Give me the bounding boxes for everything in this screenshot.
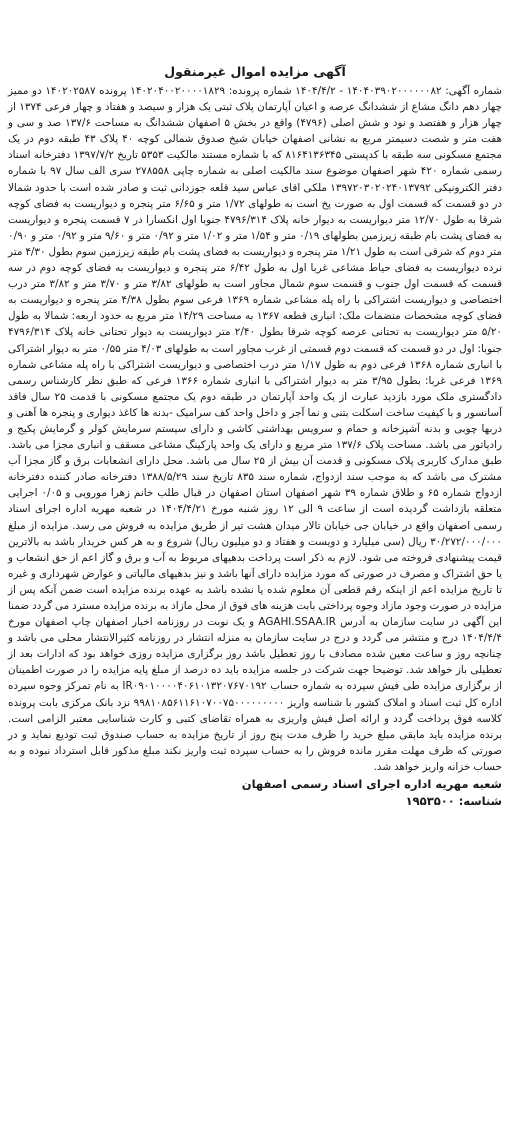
notice-title: آگهی مزایده اموال غیرمنقول [164, 64, 346, 79]
notice-body-text: شماره آگهی: ۱۴۰۴۰۳۹۰۲۰۰۰۰۰۰۸۲ - ۱۴۰۴/۴/۲ شماره پرونده: ۱۴۰۲۰۴۰۰۲۰۰۰۰۱۸۲۹ پرونده ۱۴۰۲۰۲۵۸۷ دو ممیز چهار دهم دانگ مشاع از ششدانگ عرصه و اعیان آپارتمان پلاک ثبتی یک هزار و سیصد و هفتاد و چهار فرعی ۱۳۷۴ از چهار هزار و هفتصد و نود و شش اصلی (۴۷۹۶) واقع در بخش ۵ اصفهان ششدانگ به مساحت ۱۳۷/۶ صد و سی و هفت متر و شصت دسیمتر مربع به نشانی اصفهان خیابان شیخ صدوق شمالی کوچه ۴۰ پلاک ۴۳ طبقه دوم در یک مجتمع مسکونی سه طبقه با کدپستی ۸۱۶۴۱۳۶۳۴۵ که با شماره مستند مالکیت ۵۳۵۳ تاریخ ۱۳۹۷/۷/۲ دفترخانه اسناد رسمی شماره ۴۲۰ شهر اصفهان موضوع سند مالکیت اصلی به شماره چاپی ۲۷۸۵۵۸ سری الف سال ۹۷ با شماره دفتر الکترونیکی ۱۳۹۷۲۰۳۰۲۰۲۴۰۱۳۷۹۲ ملکی اقای عباس سید قلعه جوزدانی ثبت و صادر شده است با حدود شمالا در دو قسمت که قسمت اول به صورت پخ است به طولهای ۱/۷۲ متر و ۶/۶۵ متر پنجره و دیواریست به فضای کوچه شرقا به طول ۱۲/۷۰ متر دیواریست به دیوار خانه پلاک ۴۷۹۶/۳۱۴ جنوبا اول انکسارا در ۷ قسمت پنجره و دیواریست به فضای پشت بام طبقه زیرزمین بطولهای ۰/۱۹ متر و ۱/۵۴ متر و ۱/۰۲ متر و ۰/۹۲ متر و ۹/۶۰ متر و ۰/۹۲ متر و ۰/۹۰ متر دوم که شرقی است به طول ۱/۲۱ متر پنجره و دیواریست به فضای پشت بام طبقه زیرزمین سوم بطول ۴/۳۰ متر نرده دیواریست به فضای حیاط مشاعی غربا اول به طول ۶/۴۲ متر پنجره و دیواریست به فضای کوچه دوم در سه قسمت که قسمت اول جنوب و قسمت سوم شمال مجاور است به طولهای ۳/۸۲ متر و ۳/۷۰ متر و ۳/۸۲ متر درب اختصاصی و دیواریست اشتراکی با راه پله مشاعی شماره ۱۳۶۹ فرعی سوم بطول ۴/۳۸ متر پنجره و دیواریست به فضای کوچه مشخصات منضمات ملک: انباری قطعه ۱۳۶۷ به مساحت ۱۴/۲۹ متر مربع به حدود اربعه: شمالا به طول ۵/۲۰ متر دیواریست به تحتانی عرصه کوچه شرقا بطول ۲/۴۰ متر دیواریست به دیوار تحتانی خانه پلاک ۴۷۹۶/۳۱۴ جنوبا: اول در دو قسمت که قسمت دوم قسمتی از غرب مجاور است به طولهای ۴/۰۳ متر ۰/۵۵ متر به دیوار اشتراکی با انباری شماره ۱۳۶۸ فرعی دوم به طول ۱/۱۷ متر درب اختصاصی و دیواریست اشتراکی با راه پله مشاعی شماره ۱۳۶۹ فرعی غربا: بطول ۳/۹۵ متر به دیوار اشتراکی با انباری شماره ۱۳۶۶ فرعی که طبق نظر کارشناس رسمی دادگستری ملک مورد بازدید عبارت از یک واحد آپارتمان در طبقه دوم یک مجتمع مسکونی با قدمت ۲۵ سال فاقد آسانسور و با کیفیت ساخت اسکلت بتنی و نما آجر و داخل واحد کف سرامیک -بدنه ها کاغذ دیواری و پنجره ها آهنی و دربها چوبی و بدنه آشپزخانه و حمام و سرویس بهداشتی کاشی و دارای سیستم سرمایش کولر و گرمایش پکیج و رادیاتور می باشد. مساحت پلاک ۱۳۷/۶ متر مربع و دارای یک واحد پارکینگ مشاعی مسقف و انباری مجزا می باشد. طبق مدارک کاربری پلاک مسکونی و قدمت آن بیش از ۲۵ سال می باشد. محل دارای انشعابات برق و گاز مجزا آب مشترک می باشد که به موجب سند ازدواج، شماره سند ۸۳۵ تاریخ سند ۱۳۸۸/۵/۲۹ دفترخانه صادر کننده دفترخانه ازدواج شماره ۶۵ و طلاق شماره ۳۹ شهر اصفهان استان اصفهان در قبال طلب خانم زهرا مورویی و ۰/۰۵ اجرایی متعلقه بازداشت گردیده است از ساعت ۹ الی ۱۲ روز شنبه مورخ ۱۴۰۴/۴/۲۱ در شعبه مهریه اداره اجرای اسناد رسمی اصفهان واقع در خیابان جی خیابان تالار میدان هشت تیر از طریق مزایده به فروش می رسد. مزایده از مبلغ ۳۰/۲۷۲/۰۰۰/۰۰۰ ریال (سی میلیارد و دویست و هفتاد و دو میلیون ریال) شروع و به هر کس خریدار باشد به بالاترین قیمت پیشنهادی فروخته می شود. لازم به ذکر است پرداخت بدهیهای مربوط به آب و برق و گاز اعم از حق انشعاب و یا حق اشتراک و مصرف در صورتی که مورد مزایده دارای آنها باشد و نیز بدهیهای مالیاتی و عوارض شهرداری و غیره تا تاریخ مزایده اعم از اینکه رقم قطعی آن معلوم شده یا نشده باشد به عهده برنده مزایده است ضمن آنکه پس از مزایده در صورت وجود مازاد وجوه پرداختی بابت هزینه های فوق از محل مازاد به برنده مزایده مسترد می گردد ضمنا این آگهی در سایت سازمان به آدرس AGAHI.SSAA.IR و یک نوبت در روزنامه اخبار اصفهان چاپ اصفهان مورخ ۱۴۰۴/۴/۴ درج و منتشر می گردد و درج در سایت سازمان به منزله انتشار در روزنامه کثیرالانتشار محلی می باشد و چنانچه روز و ساعت معین شده مصادف با روز تعطیل باشد روز برگزاری مزایده روزی خواهد بود که ادارات بعد از تعطیلی باز خواهد شد. توضیحا جهت شرکت در جلسه مزایده باید ده درصد از مبلغ پایه مزایده را در صورت اطمینان از برگزاری مزایده طی فیش سپرده به شماره حساب IR۰۹۰۱۰۰۰۰۴۰۶۱۰۱۳۲۰۷۶۷۰۱۹۲ به نام تمرکز وجوه سپرده اداره کل ثبت اسناد و املاک کشور با شناسه واریز ۹۹۸۱۰۸۵۶۱۱۶۱۰۷۰۰۷۵۰۰۰۰۰۰۰۰۰ نزد بانک مرکزی بابت پرونده کلاسه فوق پرداخت گردد و ارائه اصل فیش واریزی به همراه تقاضای کتبی و کارت شناسایی معتبر الزامی است. برنده مزایده باید مابقی مبلغ خرید را ظرف مدت پنج روز از تاریخ مزایده به حساب صندوق ثبت تودیع نماید و در صورتی که ظرف مهلت مقرر مانده فروش را به حساب سپرده ثبت واریز نکند مبلغ مذکور قابل استرداد نبوده و به حساب خزانه واریز خواهد شد. [8, 85, 503, 773]
notice-issuer-signature: شعبه مهریه اداره اجرای اسناد رسمی اصفهان [241, 777, 502, 792]
notice-tracking-id: شناسه: ۱۹۵۳۵۰۰ [405, 794, 502, 809]
